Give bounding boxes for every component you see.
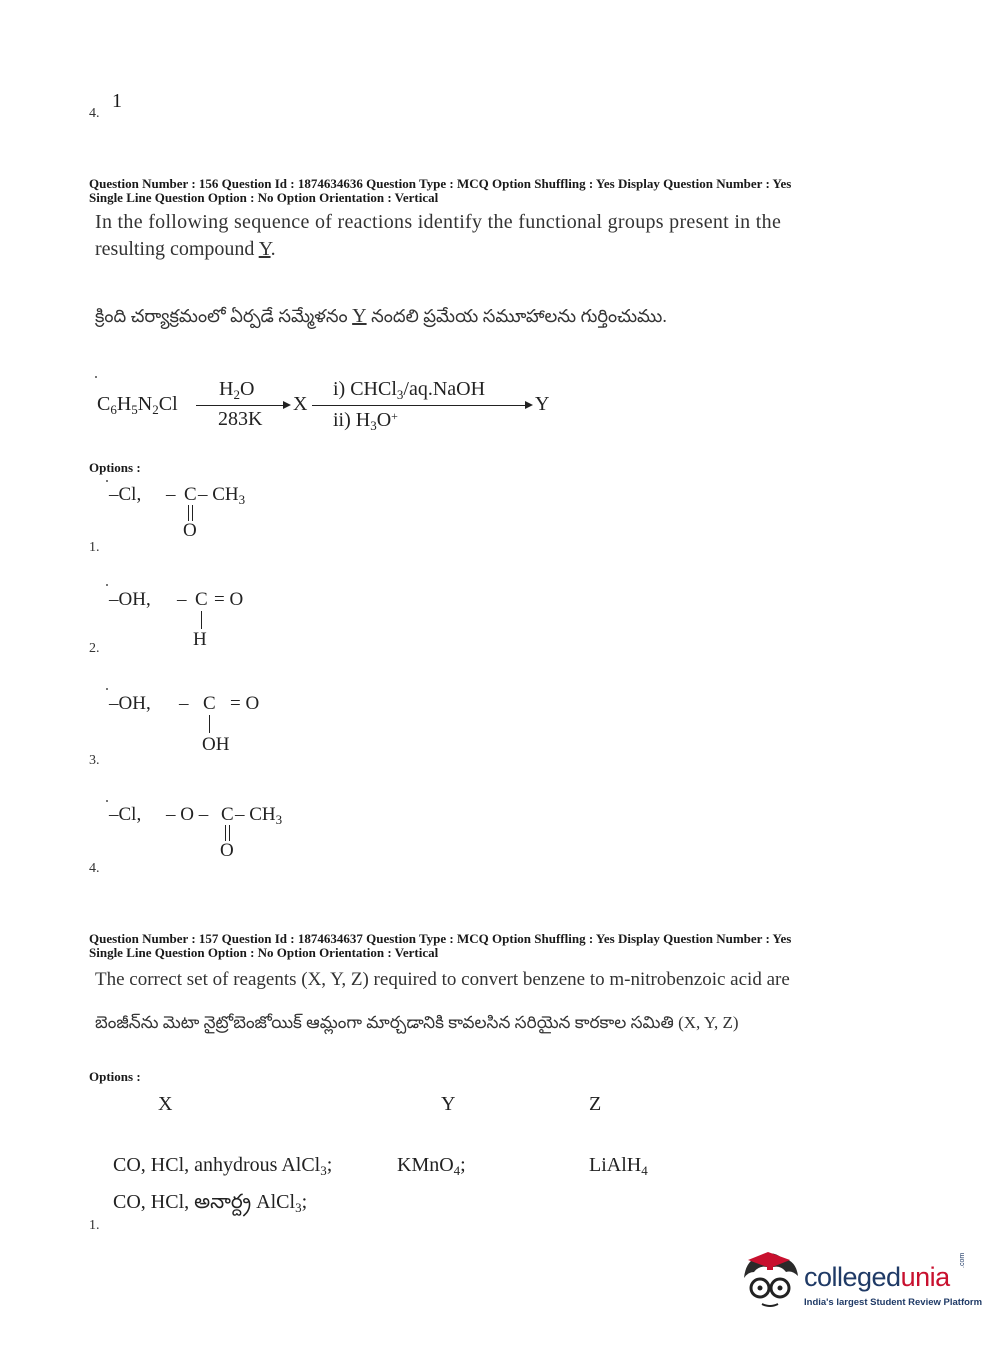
option-3-tail: = O xyxy=(230,693,260,714)
double-bond-line xyxy=(192,505,193,521)
double-bond-line xyxy=(225,825,226,841)
option-2-carbon: C xyxy=(195,589,208,610)
double-bond-line xyxy=(188,505,189,521)
q157-options-label: Options : xyxy=(89,1069,141,1084)
option-2-bottom: H xyxy=(193,629,207,650)
x-en-pre: CO, HCl, anhydrous AlCl xyxy=(113,1154,321,1176)
logo-name-post: unia xyxy=(900,1262,950,1292)
q156-options-label: Options : xyxy=(89,460,141,475)
q157-meta-line2: Single Line Question Option : No Option Orientation : Vertical xyxy=(89,945,439,960)
reaction-arrow-2 xyxy=(312,405,526,406)
collegedunia-logo[interactable] xyxy=(740,1248,983,1314)
reactant-h: H xyxy=(116,393,132,415)
option-4-bottom: O xyxy=(220,840,234,861)
q156-telugu-prefix: క్రింది చర్యాక్రమంలో ఏర్పడే సమ్మేళనం xyxy=(95,306,353,326)
cond2-top-pre: i) CHCl xyxy=(333,378,397,400)
logo-tagline: India's largest Student Review Platform xyxy=(804,1297,983,1308)
option-4-number: 4. xyxy=(89,861,100,876)
scan-dot xyxy=(106,688,108,690)
reaction-cond1-top xyxy=(219,378,254,403)
q156-meta-line1: Question Number : 156 Question Id : 1874634636 Question Type : MCQ Option Shuffling : Yes Display Question Number : Yes xyxy=(89,176,792,191)
reaction-intermediate: X xyxy=(293,393,308,415)
reaction-cond1-bottom: 283K xyxy=(218,408,263,430)
scan-dot xyxy=(106,584,108,586)
x-te-pre: CO, HCl, అనార్ద్ర AlCl xyxy=(113,1191,296,1213)
reaction-arrow-1-head xyxy=(283,401,291,409)
y-pre: KMnO xyxy=(397,1154,454,1176)
prev-option-value: 1 xyxy=(112,90,122,112)
reactant-h-sub: 5 xyxy=(131,402,138,417)
option-2-number: 2. xyxy=(89,641,100,656)
single-bond-line xyxy=(209,715,210,733)
cond2-bottom-o: O xyxy=(376,409,392,431)
q157-option-1-x-en xyxy=(113,1154,332,1179)
q157-option-1-number: 1. xyxy=(89,1218,100,1233)
option-1-bottom: O xyxy=(183,520,197,541)
q156-telugu-y: Y xyxy=(352,305,367,327)
option-1-dash: – xyxy=(166,484,176,505)
option-2-dash: – xyxy=(177,589,187,610)
reaction-product: Y xyxy=(535,393,550,415)
scan-dot xyxy=(106,480,108,482)
q157-header-x: X xyxy=(158,1093,173,1115)
z-pre: LiAlH xyxy=(589,1154,642,1176)
cond1-sub: 2 xyxy=(233,387,240,402)
q157-option-1-y xyxy=(397,1154,466,1179)
option-4-carbon: C xyxy=(221,804,234,825)
reactant-n: N xyxy=(137,393,153,415)
reaction-arrow-2-head xyxy=(525,401,533,409)
x-en-post: ; xyxy=(326,1154,333,1176)
scan-dot xyxy=(95,376,97,378)
reactant-n-sub: 2 xyxy=(152,402,159,417)
option-3-carbon: C xyxy=(203,693,216,714)
cond2-top-sub: 3 xyxy=(396,387,404,402)
q157-text: The correct set of reagents (X, Y, Z) required to convert benzene to m-nitrobenzoic acid are xyxy=(95,969,790,990)
x-te-post: ; xyxy=(301,1191,308,1213)
q157-telugu-text: బెంజీన్‌ను మెటా నైట్రోబెంజోయిక్ ఆమ్లంగా మార్చడానికి కావలసిన సరియైన కారకాల సమితి (X, Y, Z) xyxy=(95,1013,739,1032)
option-4-tail-text: – CH xyxy=(235,804,276,825)
x-en-sub: 3 xyxy=(320,1163,327,1178)
option-1-tail xyxy=(198,484,245,508)
y-post: ; xyxy=(460,1154,466,1176)
q156-meta-line2: Single Line Question Option : No Option Orientation : Vertical xyxy=(89,190,439,205)
q157-option-1-x-te xyxy=(113,1191,307,1218)
reaction-reactant xyxy=(97,393,178,418)
option-3-bottom: OH xyxy=(202,734,230,755)
q157-meta-line1: Question Number : 157 Question Id : 1874634637 Question Type : MCQ Option Shuffling : Yes Display Question Number : Yes xyxy=(89,931,792,946)
reactant-c-sub: 6 xyxy=(110,402,117,417)
q156-compound-y: Y xyxy=(258,238,271,260)
option-4-tail-sub: 3 xyxy=(275,812,283,827)
cond2-bottom-sup: + xyxy=(391,409,398,423)
option-4-tail xyxy=(235,804,282,828)
q156-text-line2-prefix: resulting compound xyxy=(95,238,259,260)
option-4-dash: – O – xyxy=(166,804,209,825)
mascot-icon xyxy=(740,1248,802,1312)
x-te-sub: 3 xyxy=(295,1200,302,1215)
prev-option-number: 4. xyxy=(89,106,100,121)
option-3-dash: – xyxy=(179,693,189,714)
reaction-cond2-bottom xyxy=(333,409,398,434)
q156-telugu-suffix: నందలి ప్రమేయ సమూహాలను గుర్తించుము. xyxy=(366,306,667,326)
reactant-c: C xyxy=(97,393,111,415)
option-3-group1: –OH, xyxy=(109,693,151,714)
q156-text-line2-suffix: . xyxy=(270,238,276,260)
y-sub: 4 xyxy=(453,1163,461,1178)
double-bond-line xyxy=(229,825,230,841)
logo-dotcom: .com xyxy=(959,1252,966,1268)
reaction-arrow-1 xyxy=(196,405,284,406)
option-2-group1: –OH, xyxy=(109,589,151,610)
q156-text-line2 xyxy=(95,236,276,262)
option-1-carbon: C xyxy=(184,484,197,505)
q156-text-line1: In the following sequence of reactions identify the functional groups present in the xyxy=(95,211,782,233)
option-1-tail-sub: 3 xyxy=(238,492,246,507)
cond1-h: H xyxy=(219,378,234,400)
cond1-o: O xyxy=(239,378,255,400)
option-2-tail: = O xyxy=(214,589,244,610)
q157-header-y: Y xyxy=(441,1093,456,1115)
reaction-cond2-top xyxy=(333,378,485,403)
q156-telugu-text xyxy=(95,305,667,331)
scan-dot xyxy=(106,800,108,802)
q157-header-z: Z xyxy=(589,1093,602,1115)
cond2-bottom-sub: 3 xyxy=(370,418,377,433)
logo-name xyxy=(804,1262,950,1293)
z-sub: 4 xyxy=(641,1163,648,1178)
option-1-number: 1. xyxy=(89,540,100,555)
option-1-tail-text: – CH xyxy=(198,484,239,505)
reactant-cl: Cl xyxy=(158,393,178,415)
option-1-group1: –Cl, xyxy=(109,484,142,505)
option-4-group1: –Cl, xyxy=(109,804,142,825)
single-bond-line xyxy=(201,611,202,629)
cond2-bottom-pre: ii) H xyxy=(333,409,371,431)
q157-option-1-z xyxy=(589,1154,648,1179)
cond2-top-post: /aq.NaOH xyxy=(403,378,486,400)
option-3-number: 3. xyxy=(89,753,100,768)
logo-name-pre: colleged xyxy=(804,1262,901,1292)
